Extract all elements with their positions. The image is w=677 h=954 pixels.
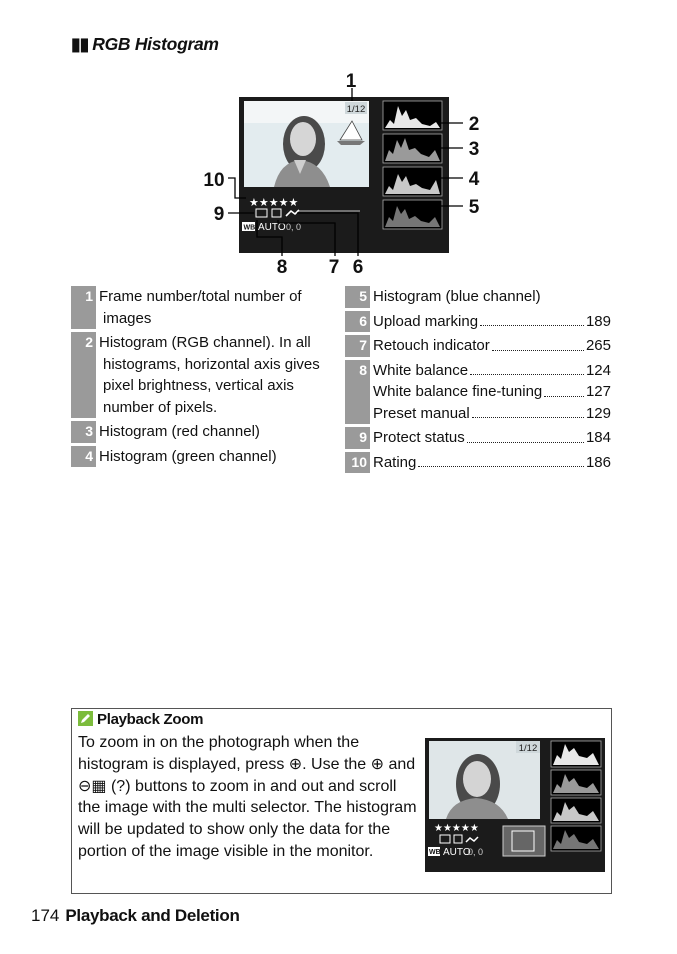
legend-row: 2 Histogram (RGB channel). In all histograms, horizontal axis gives pixel brightness, vertical axis number of pixels. — [71, 332, 331, 418]
callout-4: 4 — [468, 169, 480, 190]
legend-row: 5 Histogram (blue channel) — [345, 286, 611, 308]
playback-zoom-figure — [424, 737, 606, 874]
callout-3: 3 — [468, 139, 480, 160]
page-footer — [31, 906, 240, 926]
tip-title: Playback Zoom — [78, 711, 203, 728]
callout-7: 7 — [328, 257, 340, 278]
legend-row: 7 Retouch indicator 265 — [345, 335, 611, 357]
legend-row: 8 White balance 124 White balance fine-tuning 127 Preset manual 129 — [345, 360, 611, 425]
legend-left — [71, 286, 331, 470]
callout-6: 6 — [352, 257, 364, 278]
callout-5: 5 — [468, 197, 480, 218]
legend-row: 6 Upload marking 189 — [345, 311, 611, 333]
page-ref: 129 — [585, 404, 611, 422]
pencil-icon — [78, 711, 93, 726]
page-ref: 265 — [585, 337, 611, 354]
tip-wb-label: AUTO — [443, 847, 471, 858]
wb-label: AUTO — [258, 222, 286, 233]
legend-right — [345, 286, 611, 476]
legend-row: 4 Histogram (green channel) — [71, 446, 331, 468]
tip-frame-counter: 1/12 — [518, 743, 538, 754]
legend-row: 1 Frame number/total number of images — [71, 286, 331, 329]
section-heading — [71, 34, 219, 55]
heading-marker: ▮▮ — [71, 34, 89, 54]
tip-body: To zoom in on the photograph when the histogram is displayed, press ⊕. Use the ⊕ and ⊖▦ (?) buttons to zoom in and out and scroll the image with the multi selector. The histogram will be updated to show only the data for the portion of the image visible in the monitor. — [78, 734, 417, 860]
page-ref: 124 — [585, 361, 611, 379]
callout-10: 10 — [203, 170, 225, 191]
svg-text:WB: WB — [243, 224, 256, 232]
tip-rating-stars: ★★★★★ — [434, 823, 479, 834]
frame-counter: 1/12 — [346, 104, 366, 115]
svg-text:WB: WB — [429, 849, 441, 856]
legend-row: 3 Histogram (red channel) — [71, 421, 331, 443]
page-ref: 189 — [585, 312, 611, 330]
callout-8: 8 — [276, 257, 288, 278]
callout-1: 1 — [345, 71, 357, 92]
callout-9: 9 — [213, 204, 225, 225]
wb-values: 0, 0 — [286, 222, 302, 232]
callout-2: 2 — [468, 114, 480, 135]
rgb-histogram-figure — [195, 66, 495, 278]
rating-stars: ★★★★★ — [249, 197, 299, 209]
page-ref: 127 — [585, 383, 611, 400]
tip-wb-values: 0, 0 — [468, 847, 484, 857]
page-ref: 186 — [585, 453, 611, 471]
page-number: 174 — [31, 906, 60, 925]
legend-row: 10 Rating 186 — [345, 452, 611, 474]
legend-row: 9 Protect status 184 — [345, 427, 611, 449]
section-name: Playback and Deletion — [65, 906, 240, 925]
page-ref: 184 — [585, 429, 611, 446]
heading-title: RGB Histogram — [92, 34, 219, 54]
